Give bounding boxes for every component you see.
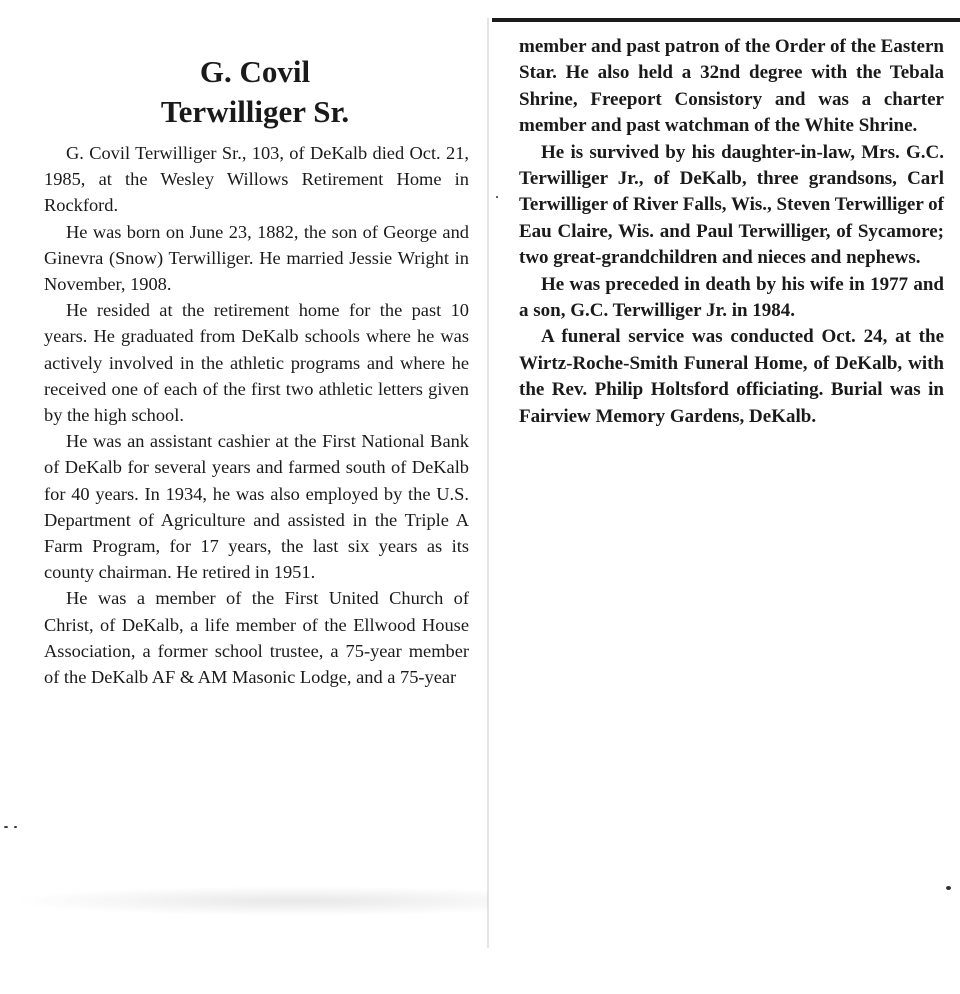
paragraph-memberships-continued: member and past patron of the Order of the Eastern Star. He also held a 32nd degree with the Tebala Shrine, Freeport Consistory and was a charter member and past watchman of the White Shrine. xyxy=(519,36,944,137)
paragraph-career: He was an assistant cashier at the First National Bank of DeKalb for several years and farmed south of DeKalb for 40 years. In 1934, he was also employed by the U.S. Department of Agriculture and assisted in the Triple A Farm Program, for 17 years, the last six years as its county chairman. He retired in 1951. xyxy=(44,431,469,583)
obituary-headline xyxy=(40,52,470,132)
headline-line-2: Terwilliger Sr. xyxy=(160,94,350,129)
paragraph-memberships: He was a member of the First United Church of Christ, of DeKalb, a life member of the Ellwood House Association, a former school trustee, a 75-year member of the DeKalb AF & AM Masonic Lodge, and a 75-year xyxy=(44,588,469,688)
ink-speck xyxy=(946,886,951,890)
ink-speck xyxy=(4,826,8,828)
ink-speck xyxy=(14,826,17,828)
paragraph-death: G. Covil Terwilliger Sr., 103, of DeKalb died Oct. 21, 1985, at the Wesley Willows Retirement Home in Rockford. xyxy=(44,143,469,216)
paragraph-residence: He resided at the retirement home for the past 10 years. He graduated from DeKalb schools where he was actively involved in the athletic programs and where he received one of each of the first two athletic letters given by the high school. xyxy=(44,300,469,426)
ink-speck xyxy=(496,196,498,198)
paragraph-birth: He was born on June 23, 1882, the son of George and Ginevra (Snow) Terwilliger. He married Jessie Wright in November, 1908. xyxy=(44,221,469,295)
paragraph-funeral: A funeral service was conducted Oct. 24, at the Wirtz-Roche-Smith Funeral Home, of DeKalb, with the Rev. Philip Holtsford officiating. Burial was in Fairview Memory Gardens, DeKalb. xyxy=(519,326,944,427)
right-column xyxy=(519,34,944,430)
paragraph-preceded: He was preceded in death by his wife in 1977 and a son, G.C. Terwilliger Jr. in 1984. xyxy=(519,273,944,322)
paragraph-survivors: He is survived by his daughter-in-law, Mrs. G.C. Terwilliger Jr., of DeKalb, three grandsons, Carl Terwilliger of River Falls, Wis., Steven Terwilliger of Eau Claire, Wis. and Paul Terwilliger, of Sycamore; two great-grandchildren and nieces and nephews. xyxy=(519,141,945,269)
headline-line-1: G. Covil xyxy=(199,54,311,89)
top-rule xyxy=(492,18,960,22)
clipping-edge xyxy=(487,18,489,948)
left-column xyxy=(44,140,469,690)
